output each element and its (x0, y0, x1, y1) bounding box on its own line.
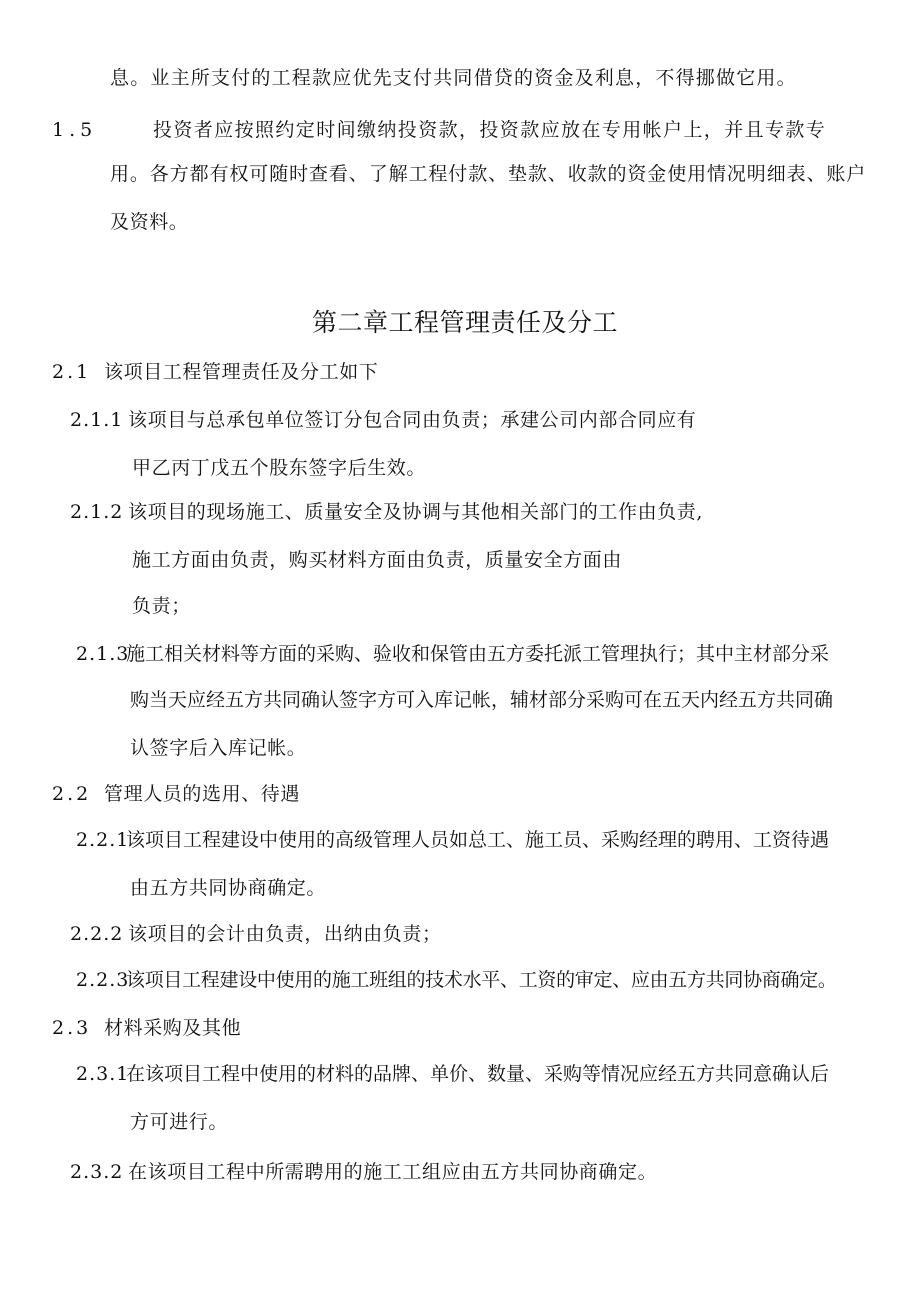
section-number-2-2-2: 2.2.2 (70, 923, 124, 945)
section-1-5-line-3: 及资料。 (110, 211, 189, 233)
section-1-5-line-1: 投资者应按照约定时间缴纳投资款，投资款应放在专用帐户上，并且专款专 (153, 119, 827, 141)
section-2-1-title: 该项目工程管理责任及分工如下 (104, 361, 379, 383)
section-number-2-3: 2.3 (52, 1017, 92, 1039)
chapter-2-title: 第二章工程管理责任及分工 (312, 308, 619, 337)
section-number-2-3-1: 2.3.1 (76, 1063, 130, 1085)
section-2-2-1-line-1: 该项目工程建设中使用的高级管理人员如总工、施工员、采购经理的聘用、工资待遇 (126, 829, 830, 851)
section-2-3-title: 材料采购及其他 (104, 1017, 242, 1039)
section-2-1-1-line-1: 该项目与总承包单位签订分包合同由负责；承建公司内部合同应有 (128, 409, 697, 431)
section-number-2-2: 2.2 (52, 783, 92, 805)
section-2-3-1-line-2: 方可进行。 (130, 1111, 229, 1133)
section-2-1-2-line-1: 该项目的现场施工、质量安全及协调与其他相关部门的工作由负责, (128, 501, 704, 523)
section-number-1-5: 1.5 (52, 119, 98, 141)
section-number-2-2-1: 2.2.1 (76, 829, 130, 851)
section-number-2-1-1: 2.1.1 (70, 409, 124, 431)
section-2-1-2-line-2: 施工方面由负责，购买材料方面由负责，质量安全方面由 (132, 549, 623, 571)
section-2-1-1-line-2: 甲乙丙丁戊五个股东签字后生效。 (132, 457, 427, 479)
section-number-2-1: 2.1 (52, 361, 92, 383)
section-2-2-1-line-2: 由五方共同协商确定。 (130, 877, 327, 899)
section-number-2-1-2: 2.1.2 (70, 501, 124, 523)
section-2-3-1-line-1: 在该项目工程中使用的材料的品牌、单价、数量、采购等情况应经五方共同意确认后 (126, 1063, 830, 1085)
section-number-2-1-3: 2.1.3 (76, 643, 130, 665)
section-2-2-3-line-1: 该项目工程建设中使用的施工班组的技术水平、工资的审定、应由五方共同协商确定。 (126, 969, 837, 991)
section-2-1-3-line-2: 购当天应经五方共同确认签字方可入库记帐，辅材部分采购可在五天内经五方共同确 (130, 689, 834, 711)
section-number-2-2-3: 2.2.3 (76, 969, 130, 991)
section-number-2-3-2: 2.3.2 (70, 1161, 124, 1183)
section-2-1-3-line-3: 认签字后入库记帐。 (130, 737, 307, 759)
section-2-2-2-line-1: 该项目的会计由负责，出纳由负责； (128, 923, 442, 945)
section-2-1-3-line-1: 施工相关材料等方面的采购、验收和保管由五方委托派工管理执行；其中主材部分采 (126, 643, 830, 665)
section-2-1-2-line-3: 负责； (132, 595, 191, 617)
section-1-5-line-2: 用。各方都有权可随时查看、了解工程付款、垫款、收款的资金使用情况明细表、账户 (110, 163, 867, 185)
section-2-2-title: 管理人员的选用、待遇 (104, 783, 301, 805)
paragraph-1-4-continuation: 息。业主所支付的工程款应优先支付共同借贷的资金及利息，不得挪做它用。 (110, 67, 797, 89)
section-2-3-2-line-1: 在该项目工程中所需聘用的施工工组应由五方共同协商确定。 (128, 1161, 658, 1183)
